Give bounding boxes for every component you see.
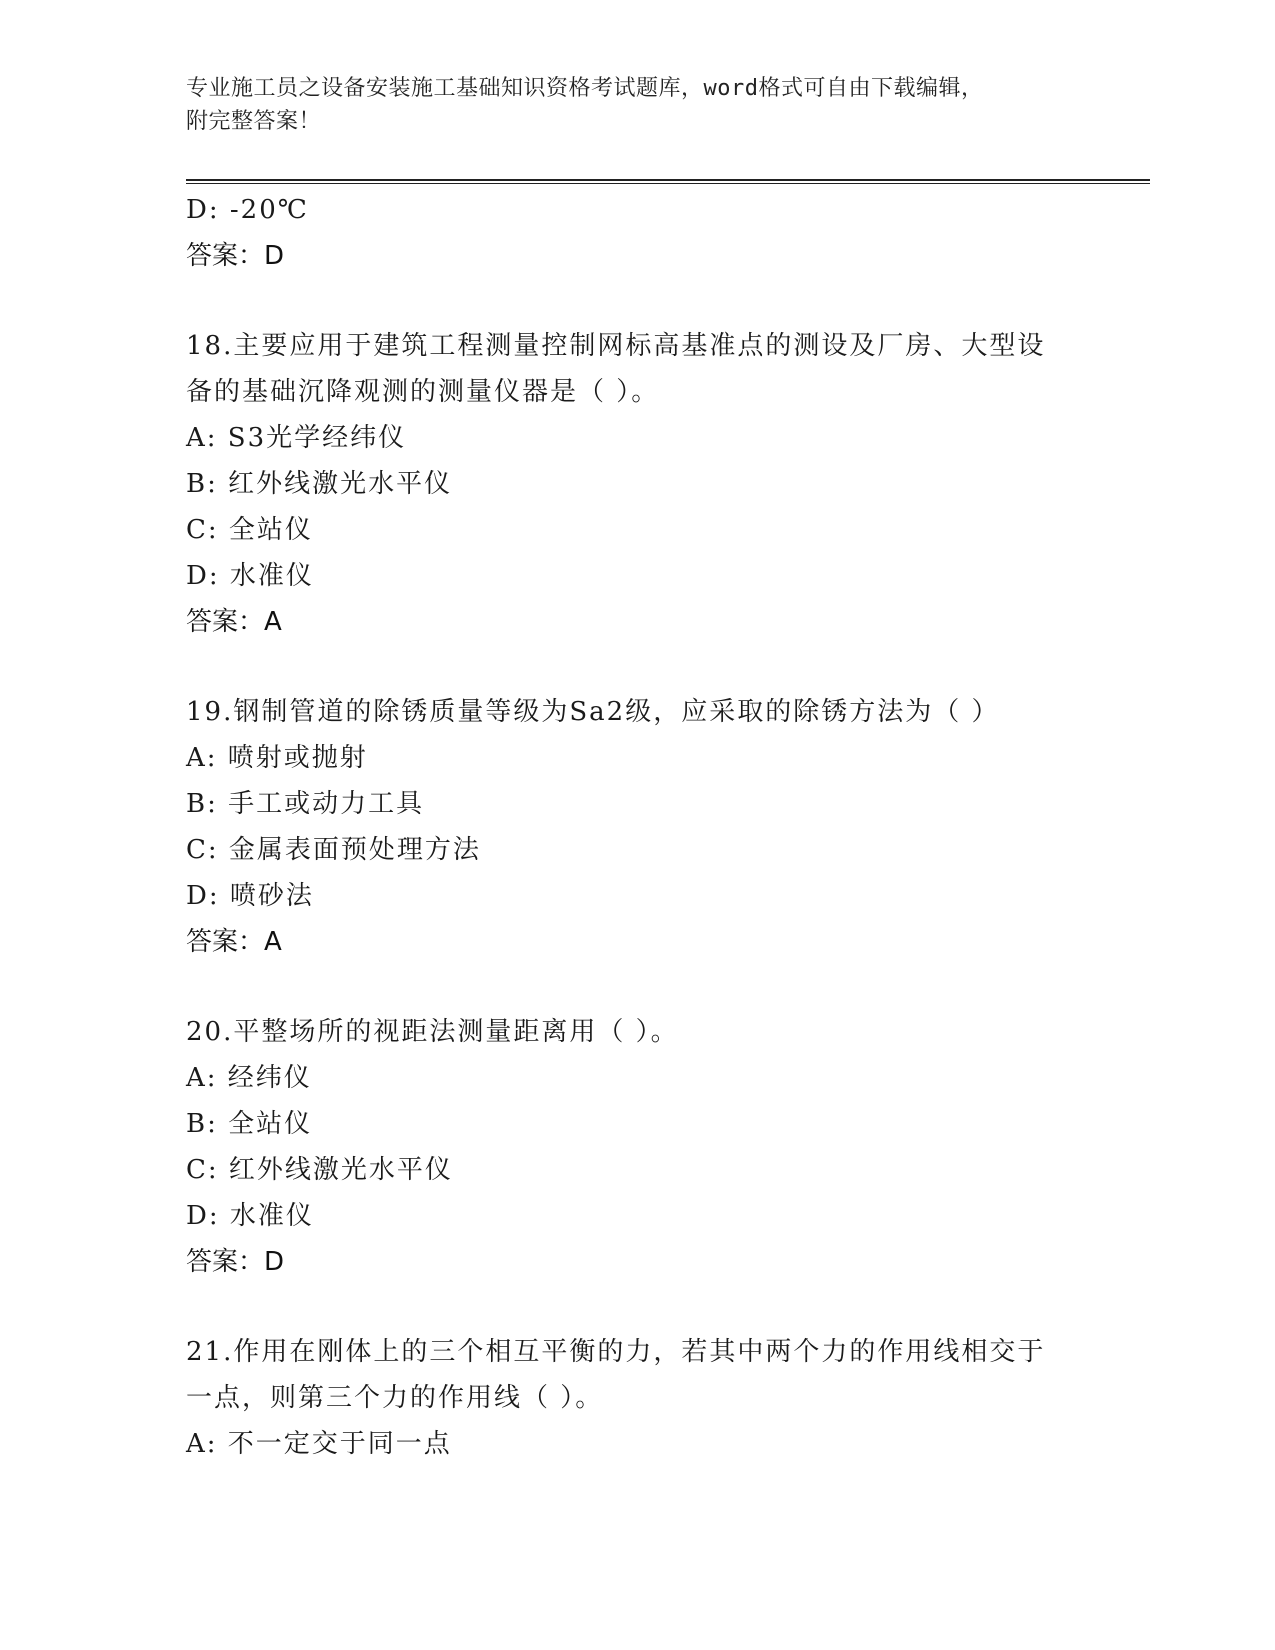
option-b: B: 红外线激光水平仪: [186, 469, 453, 499]
option-c: C: 金属表面预处理方法: [186, 835, 481, 865]
question-21: [186, 1329, 1106, 1467]
option-a: A: 不一定交于同一点: [186, 1429, 452, 1459]
header-line-2: 附完整答案！: [186, 109, 322, 134]
option-a: A: 经纬仪: [186, 1063, 312, 1093]
question-stem: 19.钢制管道的除锈质量等级为Sa2级，应采取的除锈方法为（ ）: [186, 697, 1000, 727]
question-20: [186, 1009, 1106, 1285]
question-stem: 18.主要应用于建筑工程测量控制网标高基准点的测设及厂房、大型设: [186, 331, 1046, 361]
option-d: D: 水准仪: [186, 561, 314, 591]
answer: 答案：A: [186, 607, 282, 637]
option-a: A: 喷射或抛射: [186, 743, 368, 773]
question-stem: 21.作用在刚体上的三个相互平衡的力，若其中两个力的作用线相交于: [186, 1337, 1046, 1367]
option-d: D: 水准仪: [186, 1201, 314, 1231]
option-a: A: S3光学经纬仪: [186, 423, 407, 453]
option-c: C: 红外线激光水平仪: [186, 1155, 453, 1185]
question-19: [186, 689, 1106, 965]
question-stem: 一点，则第三个力的作用线（ ）。: [186, 1383, 604, 1413]
page-header: [186, 72, 1086, 138]
question-stem: 备的基础沉降观测的测量仪器是（ ）。: [186, 377, 660, 407]
header-line-1: 专业施工员之设备安装施工基础知识资格考试题库，word格式可自由下载编辑，: [186, 76, 984, 101]
prev-option-d: D: -20℃: [186, 195, 309, 225]
option-d: D: 喷砂法: [186, 881, 314, 911]
answer: 答案：D: [186, 1247, 285, 1277]
option-b: B: 手工或动力工具: [186, 789, 425, 819]
question-18: [186, 323, 1106, 645]
option-c: C: 全站仪: [186, 515, 313, 545]
prev-answer: 答案：D: [186, 241, 285, 271]
option-b: B: 全站仪: [186, 1109, 313, 1139]
question-list: [186, 187, 1106, 1467]
header-rule-thin: [186, 183, 1150, 184]
answer: 答案：A: [186, 927, 282, 957]
header-rule-thick: [186, 179, 1150, 181]
question-stem: 20.平整场所的视距法测量距离用（ ）。: [186, 1017, 679, 1047]
